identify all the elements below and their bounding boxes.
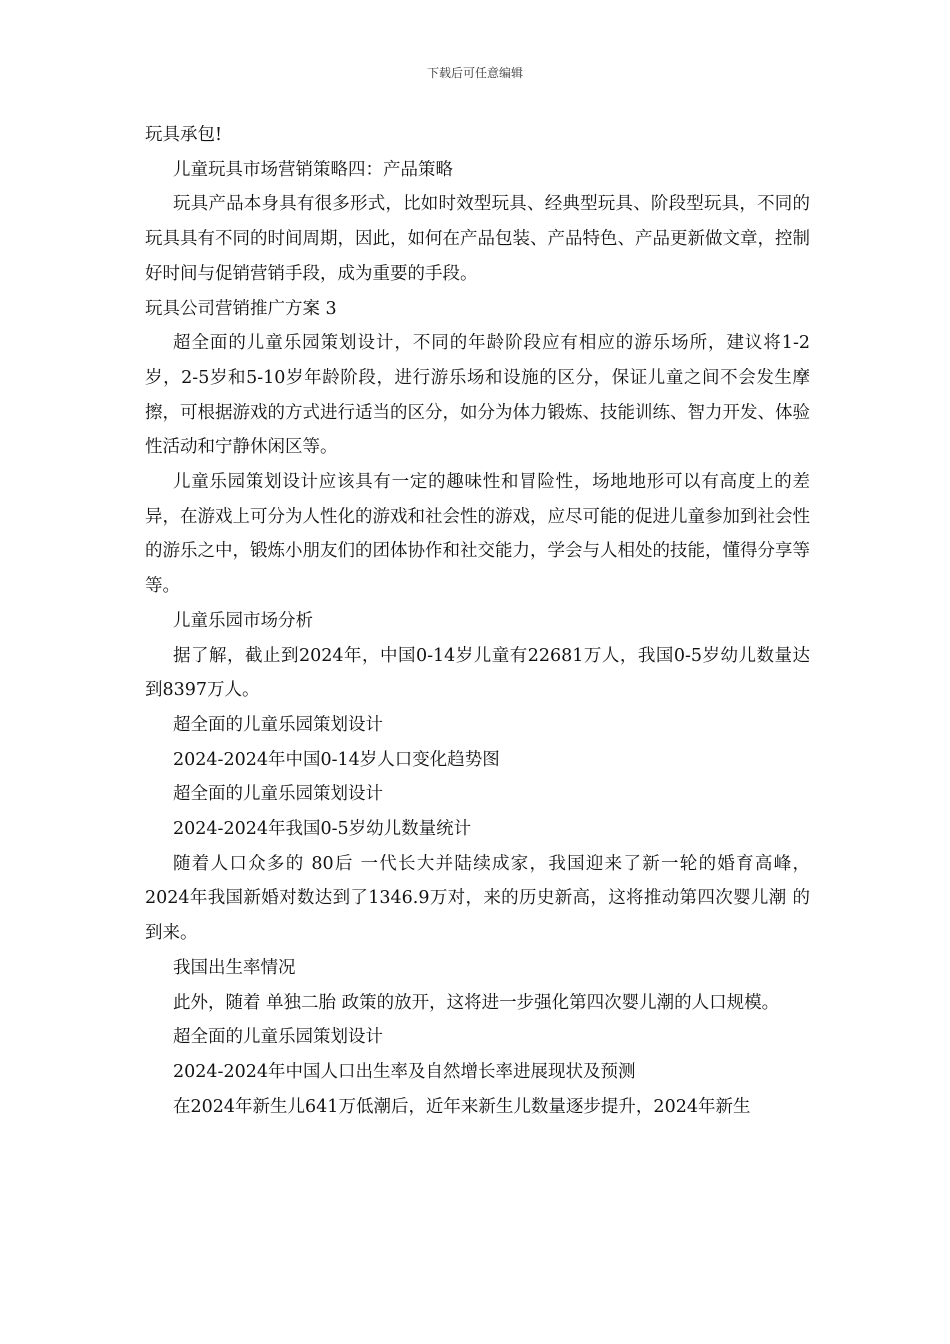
caption: 超全面的儿童乐园策划设计 bbox=[173, 1027, 383, 1048]
caption: 2024-2024年中国0-14岁人口变化趋势图 bbox=[173, 749, 500, 770]
subheading: 儿童乐园市场分析 bbox=[173, 610, 313, 631]
strategy-heading: 儿童玩具市场营销策略四：产品策略 bbox=[173, 159, 453, 180]
document-body bbox=[145, 118, 810, 1124]
section-title: 玩具公司营销推广方案 3 bbox=[145, 298, 337, 319]
paragraph: 据了解，截止到2024年，中国0-14岁儿童有22681万人，我国0-5岁幼儿数量达到8397万人。 bbox=[145, 645, 810, 701]
paragraph: 超全面的儿童乐园策划设计，不同的年龄阶段应有相应的游乐场所，建议将1-2岁，2-5岁和5-10岁年龄阶段，进行游乐场和设施的区分，保证儿童之间不会发生摩擦，可根据游戏的方式进行适当的区分，如分为体力锻炼、技能训练、智力开发、体验性活动和宁静休闲区等。 bbox=[145, 333, 810, 458]
caption: 2024-2024年我国0-5岁幼儿数量统计 bbox=[173, 819, 472, 840]
paragraph: 此外，随着 单独二胎 政策的放开，这将进一步强化第四次婴儿潮的人口规模。 bbox=[173, 992, 780, 1013]
subheading: 我国出生率情况 bbox=[173, 957, 296, 978]
paragraph: 玩具产品本身具有很多形式，比如时效型玩具、经典型玩具、阶段型玩具，不同的玩具具有不同的时间周期，因此，如何在产品包装、产品特色、产品更新做文章，控制好时间与促销营销手段，成为重要的手段。 bbox=[145, 194, 810, 284]
paragraph: 在2024年新生儿641万低潮后，近年来新生儿数量逐步提升，2024年新生 bbox=[173, 1096, 751, 1117]
page-header: 下载后可任意编辑 bbox=[426, 66, 523, 80]
paragraph: 儿童乐园策划设计应该具有一定的趣味性和冒险性，场地地形可以有高度上的差异，在游戏上可分为人性化的游戏和社会性的游戏，应尽可能的促进儿童参加到社会性的游乐之中，锻炼小朋友们的团体协作和社交能力，学会与人相处的技能，懂得分享等等。 bbox=[145, 472, 810, 597]
paragraph: 随着人口众多的 80后 一代长大并陆续成家，我国迎来了新一轮的婚育高峰，2024年我国新婚对数达到了1346.9万对，来的历史新高，这将推动第四次婴儿潮 的到来。 bbox=[145, 853, 810, 944]
paragraph: 玩具承包! bbox=[145, 125, 223, 145]
caption: 超全面的儿童乐园策划设计 bbox=[173, 714, 383, 735]
caption: 2024-2024年中国人口出生率及自然增长率进展现状及预测 bbox=[173, 1061, 636, 1082]
caption: 超全面的儿童乐园策划设计 bbox=[173, 784, 383, 805]
